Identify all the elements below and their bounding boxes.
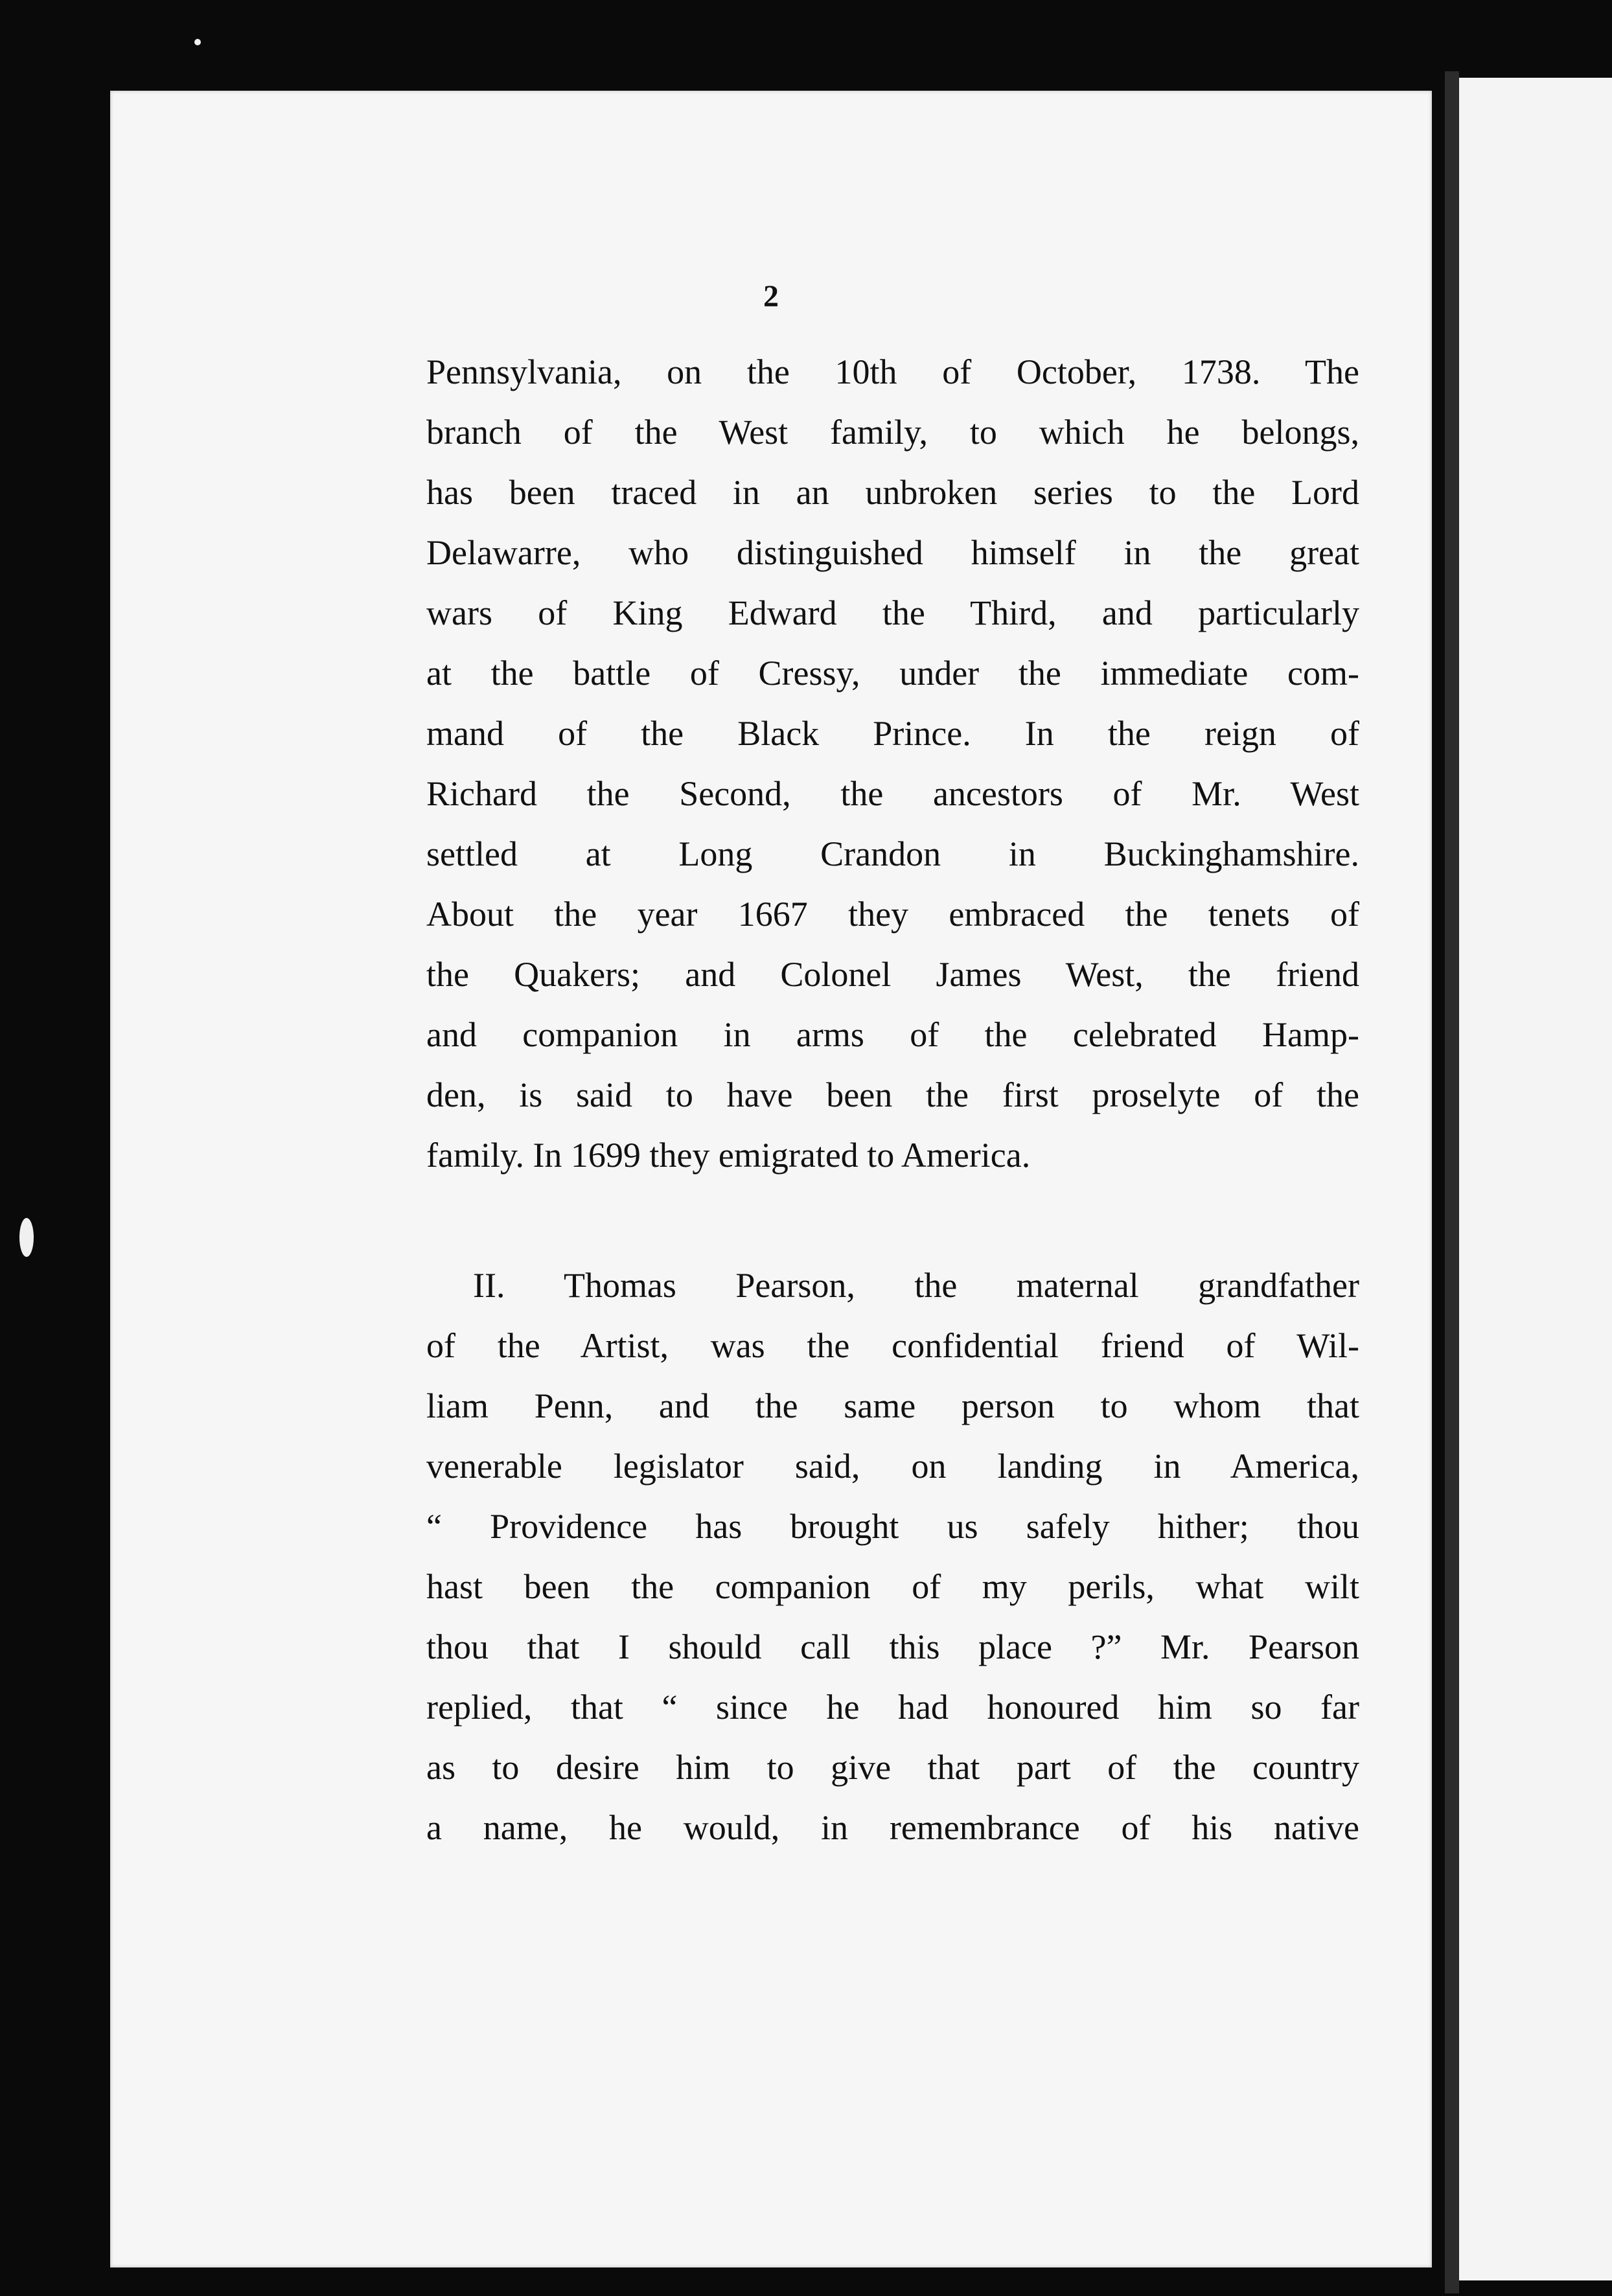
scan-speck <box>19 1218 34 1257</box>
text-line: “ Providence has brought us safely hither; thou <box>426 1507 1359 1546</box>
text-line: a name, he would, in remembrance of his native <box>426 1808 1359 1847</box>
text-line: has been traced in an unbroken series to the Lord <box>426 473 1359 512</box>
book-spine-shadow <box>1445 71 1459 2293</box>
text-line: mand of the Black Prince. In the reign of <box>426 714 1359 753</box>
page-number: 2 <box>763 279 779 314</box>
book-page <box>110 91 1432 2267</box>
scan-speck <box>194 39 201 45</box>
text-line: den, is said to have been the first proselyte of the <box>426 1075 1359 1114</box>
paragraph-2 <box>426 1256 1359 1858</box>
text-line: thou that I should call this place ?” Mr. Pearson <box>426 1627 1359 1666</box>
text-line: at the battle of Cressy, under the immediate com- <box>426 654 1359 693</box>
text-line: the Quakers; and Colonel James West, the friend <box>426 955 1359 994</box>
text-line: as to desire him to give that part of the country <box>426 1748 1359 1787</box>
text-line: branch of the West family, to which he belongs, <box>426 413 1359 452</box>
text-line: and companion in arms of the celebrated Hamp- <box>426 1015 1359 1054</box>
text-line: Pennsylvania, on the 10th of October, 1738. The <box>426 352 1359 391</box>
text-line: venerable legislator said, on landing in America, <box>426 1447 1359 1486</box>
adjacent-page-edge <box>1459 78 1612 2280</box>
paragraph-1 <box>426 342 1359 1186</box>
text-line: II. Thomas Pearson, the maternal grandfather <box>473 1266 1359 1305</box>
text-line: wars of King Edward the Third, and particularly <box>426 593 1359 632</box>
text-line: settled at Long Crandon in Buckinghamshire. <box>426 834 1359 873</box>
text-line: family. In 1699 they emigrated to America. <box>426 1136 1031 1175</box>
text-line: of the Artist, was the confidential friend of Wil- <box>426 1326 1359 1365</box>
text-line: hast been the companion of my perils, what wilt <box>426 1567 1359 1606</box>
text-line: About the year 1667 they embraced the tenets of <box>426 895 1359 934</box>
text-line: replied, that “ since he had honoured him so far <box>426 1688 1359 1727</box>
text-line: Delawarre, who distinguished himself in the great <box>426 533 1359 572</box>
text-line: Richard the Second, the ancestors of Mr. West <box>426 774 1359 813</box>
text-line: liam Penn, and the same person to whom that <box>426 1386 1359 1425</box>
